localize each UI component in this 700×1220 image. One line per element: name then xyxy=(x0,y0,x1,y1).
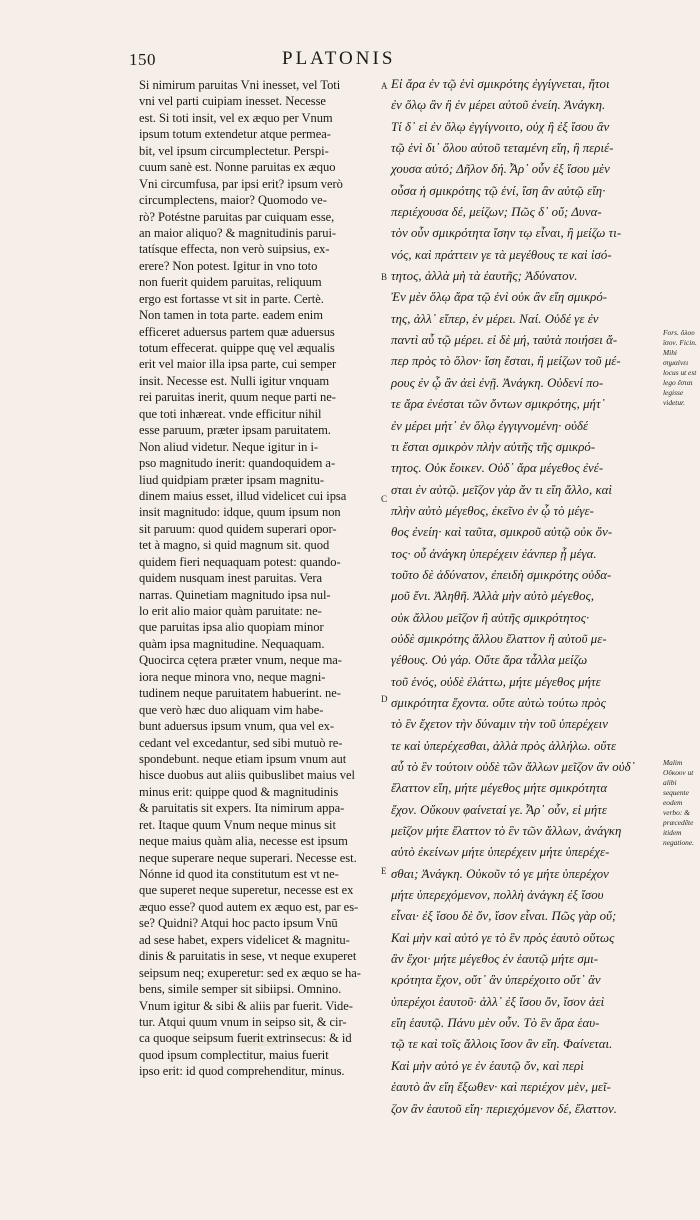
greek-line: ἐν ὅλῳ ἂν ἢ ἐν μέρει αὐτοῦ ἐνείη. Ἀνάγκη. xyxy=(391,98,606,113)
greek-line: ἔχον. Οὔκουν φαίνεταί γε. Ἆρ᾽ οὖν, εἰ μήτε xyxy=(391,802,607,817)
latin-line: que verò hæc duo aliquam vim habe- xyxy=(139,702,324,717)
greek-line: τὸν οὖν σμικρότητα ἴσην τῳ εἶναι, ἢ μείζω τι- xyxy=(391,226,622,241)
greek-line: θος ἐνείη· καὶ ταῦτα, σμικροῦ αὐτῷ οὐκ ὄν- xyxy=(391,525,613,540)
greek-line: τῷ ἑνὶ δι᾽ ὅλου αὐτοῦ τεταμένη εἴη, ἢ περιέ- xyxy=(391,141,614,156)
section-marker-d: D xyxy=(381,694,388,704)
latin-line: spondebunt. neque etiam ipsum vnum aut xyxy=(139,751,347,766)
greek-line: τε ἄρα ἐνέσται τῶν ὄντων σμικρότης, μήτ᾽ xyxy=(391,397,605,412)
latin-line: dinis & paruitatis in sese, vt neque exuperet xyxy=(139,949,357,964)
latin-line: ret. Itaque quum Vnum neque minus sit xyxy=(139,817,336,832)
greek-line: εἶναι· ἐξ ἴσου δὲ ὄν, ἴσον εἶναι. Πῶς γὰρ οὔ; xyxy=(391,909,617,924)
greek-line: παντὶ αὖ τῷ μέρει. εἰ δὲ μή, ταὐτὰ ποιήσει ἅ- xyxy=(391,333,618,348)
greek-line: αὐτὸ ἐκείνων μήτε ὑπερέχειν μήτε ὑπερέχε- xyxy=(391,845,610,860)
latin-line: quod ipsum complectitur, maius fuerit xyxy=(139,1047,329,1062)
latin-line: tatísque effecta, non verò suipsius, ex- xyxy=(139,242,330,257)
latin-line: rei paruitas inerit, quum neque parti ne- xyxy=(139,390,336,405)
greek-line: χουσα αὐτό; Δῆλον δή. Ἆρ᾽ οὖν ἐξ ἴσου μὲν xyxy=(391,162,610,177)
latin-line: que toti inhæreat. vnde efficitur nihil xyxy=(139,406,322,421)
latin-line: ipso erit: id quod comprehenditur, minus. xyxy=(139,1064,345,1079)
latin-line: & paruitatis sit expers. Ita nimirum appa- xyxy=(139,801,345,816)
running-head: PLATONIS xyxy=(282,48,396,69)
latin-line: erit vel maior illa ipsa parte, cui semper xyxy=(139,357,337,372)
greek-line: τε καὶ ὑπερέχεσθαι, ἀλλὰ πρὸς ἀλλήλω. οὔτε xyxy=(391,738,617,753)
latin-line: esse paruum, præter ipsam paruitatem. xyxy=(139,423,331,438)
greek-line: τι ἔσται σμικρὸν πλὴν αὐτῆς τῆς σμικρό- xyxy=(391,439,596,454)
greek-line: Ἐν μὲν ὅλῳ ἄρα τῷ ἑνὶ οὐκ ἂν εἴη σμικρό- xyxy=(391,290,608,305)
latin-line: que superet neque superetur, necesse est ex xyxy=(139,883,354,898)
greek-line: ἐν μέρει μήτ᾽ ἐν ὅλῳ ἐγγιγνομένη· οὐδέ xyxy=(391,418,589,433)
greek-line: Εἰ ἄρα ἐν τῷ ἑνὶ σμικρότης ἐγγίγνεται, ἤτοι xyxy=(391,77,610,91)
latin-line: cedant vel excedantur, sed sibi mutuò re- xyxy=(139,735,343,750)
latin-line: Nónne id quod ita constitutum est vt ne- xyxy=(139,867,339,881)
latin-line: cuum sanè est. Nonne paruitas ex æquo xyxy=(139,160,336,175)
latin-line: narras. Quinetiam magnitudo ipsa nul- xyxy=(139,587,331,602)
latin-line: se? Quidni? Atqui hoc pacto ipsum Vnū xyxy=(139,916,338,931)
greek-line: Καὶ μὴν καὶ αὐτό γε τὸ ἓν πρὸς ἑαυτὸ οὕτως xyxy=(391,930,615,945)
latin-line: quidem fieri nequaquam potest: quando- xyxy=(139,554,341,569)
latin-line: neque maius quàm alia, necesse est ipsum xyxy=(139,834,348,849)
latin-line: liud quidpiam præter ipsam magnitu- xyxy=(139,472,325,487)
latin-line: minus erit: quippe quod & magnitudinis xyxy=(139,784,339,799)
greek-line: ἂν ἔχοι· μήτε μέγεθος ἐν ἑαυτῷ μήτε σμι- xyxy=(391,952,599,967)
greek-line: της, ἀλλ᾽ εἴπερ, ἐν μέρει. Ναί. Οὐδέ γε ἐν xyxy=(391,311,599,326)
latin-line: quidem nusquam inest paruitas. Vera xyxy=(139,571,323,586)
latin-line: insit. Necesse est. Nulli igitur vnquam xyxy=(139,373,330,388)
greek-line: Τί δ᾽ εἰ ἐν ὅλῳ ἐγγίγνοιτο, οὐχ ἢ ἐξ ἴσου ἂν xyxy=(391,119,610,134)
latin-line: tet à magno, si quid magnum sit. quod xyxy=(139,538,330,553)
greek-line: σται ἐν αὐτῷ. μεῖζον γὰρ ἄν τι εἴη ἄλλο, καὶ xyxy=(391,482,613,497)
greek-line: ζον ἂν ἑαυτοῦ εἴη· περιεχόμενον δέ, ἔλαττον. xyxy=(391,1101,618,1116)
greek-line: περιέχουσα δέ, μείζων; Πῶς δ᾽ οὔ; Δυνα- xyxy=(391,205,602,220)
latin-line: que paruitas ipsa alio quopiam minor xyxy=(139,620,324,635)
greek-line: μήτε ὑπερεχόμενον, πολλὴ ἀνάγκη ἐξ ἴσου xyxy=(391,888,604,903)
latin-line: an maior aliquo? & magnitudinis parui- xyxy=(139,225,337,240)
margin-note: Malim Οὔκουν ut alibi sequente eodem verbo: & præcedēte itidem negatione. xyxy=(663,758,694,847)
latin-line: rò? Potéstne paruitas par cuiquam esse, xyxy=(139,209,335,224)
latin-line: circumplectens, maior? Quomodo ve- xyxy=(139,193,327,208)
page-stain xyxy=(236,1036,286,1046)
greek-column xyxy=(391,74,645,1120)
latin-line: Non aliud videtur. Neque igitur in i- xyxy=(139,439,319,454)
greek-line: περ πρὸς τὸ ὅλον· ἴση ἔσται, ἢ μείζων τοῦ μέ- xyxy=(391,354,621,369)
latin-line: ad sese habet, expers videlicet & magnitu- xyxy=(139,932,350,947)
section-marker-e: E xyxy=(381,866,387,876)
greek-line: πλὴν αὐτὸ μέγεθος, ἐκεῖνο ἐν ᾧ τὸ μέγε- xyxy=(391,503,594,518)
greek-line: νός, καὶ πράττειν γε τὰ μεγέθους τε καὶ ἰσό- xyxy=(391,247,612,262)
greek-line: τος· οὗ ἀνάγκη ὑπερέχειν ἐάνπερ ᾖ μέγα. xyxy=(391,546,597,561)
latin-line: insit magnitudo: idque, quum ipsum non xyxy=(139,505,341,520)
greek-line: οὖσα ἡ σμικρότης τῷ ἑνί, ἴση ἂν αὐτῷ εἴη· xyxy=(391,183,606,198)
latin-line: est. Si toti insit, vel ex æquo per Vnum xyxy=(139,110,333,125)
latin-line: Vnum igitur & sibi & aliis par fuerit. Vide- xyxy=(139,998,353,1013)
margin-note: Fors. ὅλου ἴσον. Ficin. Mihi σημαίνει locus ut est lego ἔσται legisse videtur. xyxy=(663,328,697,407)
greek-line: τοῦ ἑνός, οὐδὲ ἐλάττω, μήτε μέγεθος μήτε xyxy=(391,674,601,689)
greek-line: ὑπερέχοι ἑαυτοῦ· ἀλλ᾽ ἐξ ἴσου ὄν, ἴσον ἀεὶ xyxy=(391,994,605,1009)
latin-line: dinem maius esset, illud videlicet cui ipsa xyxy=(139,488,347,503)
greek-line: τητος, ἀλλὰ μὴ τὰ ἑαυτῆς; Ἀδύνατον. xyxy=(391,269,578,284)
latin-line: ca quoque seipsum fuerit extrinsecus: & id xyxy=(139,1031,352,1046)
greek-line: μεῖζον μήτε ἔλαττον τὸ ἓν τῶν ἄλλων, ἀνάγκη xyxy=(391,824,622,839)
latin-line: iora neque minora vno, neque magni- xyxy=(139,669,326,684)
latin-line: Non tamen in tota parte. eadem enim xyxy=(139,308,323,323)
latin-line: efficeret aduersus partem quæ aduersus xyxy=(139,324,335,339)
greek-line: ρους ἐν ᾧ ἂν ἀεὶ ἐνῇ. Ἀνάγκη. Οὐδενί πο- xyxy=(391,375,604,390)
section-marker-b: B xyxy=(381,272,388,282)
latin-line: lo erit alio maior quàm paruitate: ne- xyxy=(139,604,322,618)
greek-line: τῷ τε καὶ τοῖς ἄλλοις ἴσον ἂν εἴη. Φαίνεται. xyxy=(391,1037,613,1052)
latin-line: Vni circumfusa, par ipsi erit? ipsum verò xyxy=(139,176,343,191)
latin-line: erere? Non potest. Igitur in vno toto xyxy=(139,258,318,273)
latin-line: vni vel parti cuipiam inesset. Necesse xyxy=(139,94,326,109)
latin-line: æquo esse? quod autem ex æquo est, par es- xyxy=(139,899,359,914)
greek-line: οὐκ ἄλλου μεῖζον ἢ αὐτῆς σμικρότητος· xyxy=(391,610,590,625)
latin-line: Si nimirum paruitas Vni inesset, vel Toti xyxy=(139,78,341,92)
latin-line: ipsum totum extendetur atque permea- xyxy=(139,127,331,142)
latin-line: bunt aduersus ipsum vnum, qua vel ex- xyxy=(139,719,335,734)
latin-line: pso magnitudo inerit: quandoquidem a- xyxy=(139,456,336,471)
latin-line: tur. Atqui quum vnum in seipso sit, & cir- xyxy=(139,1014,347,1029)
greek-line: τητος. Οὐκ ἔοικεν. Οὐδ᾽ ἄρα μέγεθος ἐνέ- xyxy=(391,461,604,476)
section-marker-a: A xyxy=(381,81,388,91)
latin-line: neque superare neque superari. Necesse est. xyxy=(139,850,357,865)
latin-line: ergo est fortasse vt sit in parte. Certè. xyxy=(139,291,324,306)
greek-line: τὸ ἓν ἔχετον τὴν δύναμιν τὴν τοῦ ὑπερέχειν xyxy=(391,717,608,732)
latin-line: non fuerit quidem paruitas, reliquum xyxy=(139,275,322,290)
greek-line: οὐδὲ σμικρότης ἄλλου ἔλαττον ἢ αὐτοῦ με- xyxy=(391,631,607,646)
greek-line: ἑαυτὸ ἂν εἴη ἔξωθεν· καὶ περιέχον μὲν, μεῖ- xyxy=(391,1080,611,1095)
latin-line: tudinem neque paruitatem habuerint. ne- xyxy=(139,686,341,701)
greek-line: εἴη ἑαυτῷ. Πάνυ μὲν οὖν. Τὸ ἓν ἄρα ἑαυ- xyxy=(391,1016,600,1031)
greek-line: σμικρότητα ἔχοντα. οὔτε αὐτὼ τούτω πρὸς xyxy=(391,695,606,710)
latin-line: totum effecerat. quippe quę vel æqualis xyxy=(139,341,335,355)
greek-line: Καὶ μὴν αὐτό γε ἐν ἑαυτῷ ὄν, καὶ περὶ xyxy=(391,1058,584,1073)
latin-line: bens, simile semper sit sibiipsi. Omnino. xyxy=(139,982,342,997)
greek-line: ἔλαττον εἴη, μήτε μέγεθος μήτε σμικρότητα xyxy=(391,781,608,796)
greek-line: μοῦ ἔνι. Ἀληθῆ. Ἀλλὰ μὴν αὐτὸ μέγεθος, xyxy=(391,589,595,604)
greek-line: αὖ τὸ ἓν τούτοιν οὐδὲ τῶν ἄλλων μεῖζον ἂν οὐδ᾽ xyxy=(391,760,635,774)
greek-line: τοῦτο δὲ ἀδύνατον, ἐπειδὴ σμικρότης οὐδα- xyxy=(391,567,612,582)
latin-line: Quocirca cętera præter vnum, neque ma- xyxy=(139,653,342,668)
page-number: 150 xyxy=(129,50,156,69)
latin-line: sit paruum: quod quidem superari opor- xyxy=(139,521,337,536)
latin-line: hisce duobus aut aliis quibuslibet maius vel xyxy=(139,768,355,783)
latin-line: quàm ipsa magnitudine. Nequaquam. xyxy=(139,636,325,651)
greek-line: γέθους. Οὐ γάρ. Οὔτε ἄρα τἆλλα μείζω xyxy=(391,653,588,668)
latin-line: bit, vel ipsum circumplectetur. Perspi- xyxy=(139,143,329,158)
greek-line: σθαι; Ἀνάγκη. Οὐκοῦν τό γε μήτε ὑπερέχον xyxy=(391,866,609,881)
latin-column xyxy=(139,77,379,1080)
section-marker-c: C xyxy=(381,494,388,504)
latin-line: seipsum neq; exuperetur: sed ex æquo se ha- xyxy=(139,965,361,980)
greek-line: κρότητα ἔχον, οὔτ᾽ ἂν ὑπερέχοιτο οὔτ᾽ ἂν xyxy=(391,973,601,988)
